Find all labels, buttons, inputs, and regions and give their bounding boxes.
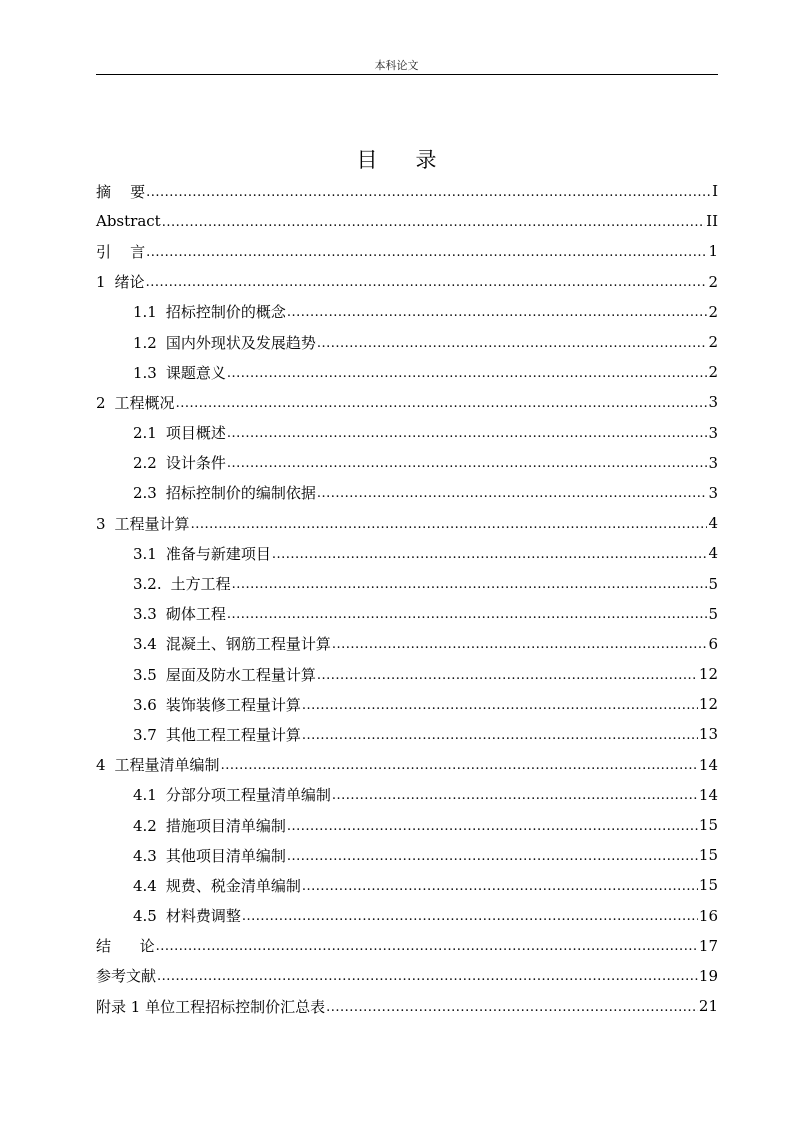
toc-entry-title: 项目概述: [165, 424, 226, 443]
toc-entry-title: 土方工程: [170, 575, 231, 594]
toc-entry-number: 3.1: [133, 544, 157, 563]
toc-entry-label: [133, 603, 226, 624]
toc-entry[interactable]: [96, 599, 718, 629]
toc-entry-page: 15: [698, 846, 718, 865]
toc-entry-label: [96, 181, 145, 202]
toc-entry-label: [96, 935, 155, 956]
dot-leader: [287, 305, 708, 320]
toc-entry-number: 2: [96, 393, 106, 412]
toc-entry-label: [133, 362, 226, 383]
toc-entry-number: 2.2: [133, 454, 157, 473]
toc-entry-page: 16: [698, 906, 718, 925]
toc-entry-page: 5: [708, 574, 718, 593]
toc-entry-title: 附录 1 单位工程招标控制价汇总表: [96, 997, 326, 1016]
dot-leader: [146, 185, 711, 200]
dot-leader: [157, 969, 698, 984]
toc-entry[interactable]: [96, 448, 718, 478]
toc-entry-page: 2: [708, 272, 718, 291]
toc-entry[interactable]: [96, 297, 718, 327]
toc-entry[interactable]: [96, 267, 718, 297]
header-rule: [96, 74, 718, 75]
toc-entry-page: 3: [708, 483, 718, 502]
dot-leader: [146, 275, 708, 290]
toc-entry-title: 参考文献: [96, 967, 157, 986]
toc-entry-number: 2.1: [133, 424, 157, 443]
toc-entry[interactable]: [96, 961, 718, 991]
toc-entry[interactable]: [96, 236, 718, 266]
dot-leader: [176, 396, 708, 411]
toc-entry-page: 5: [708, 604, 718, 623]
toc-entry-title: 其他工程工程量计算: [165, 725, 301, 744]
toc-entry-page: 14: [698, 755, 718, 774]
toc-entry-page: 13: [698, 725, 718, 744]
dot-leader: [227, 366, 708, 381]
toc-entry-number: 1.1: [133, 303, 157, 322]
dot-leader: [317, 668, 698, 683]
toc-entry-page: II: [706, 212, 718, 231]
toc-entry-title: 规费、税金清单编制: [165, 876, 301, 895]
toc-entry-title: 工程概况: [114, 393, 175, 412]
toc-entry[interactable]: [96, 901, 718, 931]
toc-entry-title: 引 言: [96, 242, 146, 261]
toc-entry-title: 招标控制价的编制依据: [165, 484, 316, 503]
toc-entry-label: [96, 513, 190, 534]
toc-entry-label: [133, 301, 286, 322]
toc-entry-label: [96, 241, 145, 262]
toc-entry[interactable]: [96, 387, 718, 417]
toc-entry-page: 19: [698, 966, 718, 985]
toc-entry[interactable]: [96, 840, 718, 870]
toc-entry-number: 4.1: [133, 786, 157, 805]
toc-entry-title: 混凝土、钢筋工程量计算: [165, 635, 331, 654]
toc-entry-title: 摘 要: [96, 182, 146, 201]
toc-entry[interactable]: [96, 478, 718, 508]
dot-leader: [302, 879, 698, 894]
toc-entry[interactable]: [96, 508, 718, 538]
toc-entry-label: [133, 905, 241, 926]
toc-entry-title: 屋面及防水工程量计算: [165, 665, 316, 684]
toc-entry[interactable]: [96, 719, 718, 749]
toc-entry[interactable]: [96, 357, 718, 387]
toc-entry-number: 3.6: [133, 695, 157, 714]
toc-entry[interactable]: [96, 931, 718, 961]
dot-leader: [242, 909, 698, 924]
toc-entry-number: 1.3: [133, 363, 157, 382]
toc-entry-title: 装饰装修工程量计算: [165, 695, 301, 714]
toc-entry[interactable]: [96, 810, 718, 840]
toc-entry[interactable]: [96, 750, 718, 780]
toc-entry[interactable]: [96, 991, 718, 1021]
toc-entry-page: 3: [708, 453, 718, 472]
toc-entry[interactable]: [96, 629, 718, 659]
toc-entry-label: [96, 271, 145, 292]
dot-leader: [227, 607, 708, 622]
toc-entry-number: 4.5: [133, 907, 157, 926]
dot-leader: [162, 215, 705, 230]
toc-entry-page: I: [712, 182, 718, 201]
toc-entry[interactable]: [96, 689, 718, 719]
toc-entry-page: 3: [708, 393, 718, 412]
toc-entry-page: 2: [708, 363, 718, 382]
toc-entry-title: 绪论: [114, 273, 145, 292]
toc-entry-label: [133, 332, 316, 353]
toc-entry-label: [96, 965, 156, 986]
toc-entry-number: 3: [96, 514, 106, 533]
toc-entry-number: 3.4: [133, 635, 157, 654]
toc-entry-label: [96, 212, 161, 230]
toc-entry-label: [133, 482, 316, 503]
toc-entry-label: [133, 543, 271, 564]
toc-entry-label: [96, 996, 325, 1017]
toc-entry-title: 设计条件: [165, 454, 226, 473]
toc-entry-title: 材料费调整: [165, 907, 241, 926]
toc-title: 目录: [356, 148, 475, 172]
dot-leader: [287, 819, 698, 834]
toc-entry-page: 17: [698, 936, 718, 955]
toc-entry-page: 15: [698, 876, 718, 895]
toc-entry-label: [133, 724, 301, 745]
toc-entry-page: 4: [708, 544, 718, 563]
toc-entry-label: [133, 452, 226, 473]
dot-leader: [191, 517, 708, 532]
toc-entry[interactable]: [96, 538, 718, 568]
toc-entry[interactable]: [96, 176, 718, 206]
toc-entry-label: [133, 664, 316, 685]
toc-entry-label: [133, 694, 301, 715]
toc-entry-page: 3: [708, 423, 718, 442]
dot-leader: [232, 577, 708, 592]
toc-entry-page: 15: [698, 816, 718, 835]
toc-entry-label: [133, 422, 226, 443]
dot-leader: [156, 939, 698, 954]
toc-entry-title: 分部分项工程量清单编制: [165, 786, 331, 805]
toc-entry-label: [133, 875, 301, 896]
toc-entry[interactable]: [96, 568, 718, 598]
toc-entry-title: 结 论: [96, 937, 155, 956]
dot-leader: [287, 849, 698, 864]
toc-entry-page: 21: [698, 997, 718, 1016]
toc-entry-number: 2.3: [133, 484, 157, 503]
toc-entry-page: 6: [708, 634, 718, 653]
table-of-contents: [96, 176, 718, 1021]
toc-entry-number: 3.5: [133, 665, 157, 684]
toc-entry[interactable]: [96, 206, 718, 236]
dot-leader: [317, 486, 708, 501]
toc-entry[interactable]: [96, 870, 718, 900]
toc-entry-label: [133, 633, 331, 654]
toc-entry-label: [133, 784, 331, 805]
toc-entry-number: 4.3: [133, 846, 157, 865]
toc-entry-page: 2: [708, 302, 718, 321]
toc-entry-page: 12: [698, 695, 718, 714]
toc-entry-number: 1.2: [133, 333, 157, 352]
toc-entry-page: 4: [708, 514, 718, 533]
toc-entry[interactable]: [96, 418, 718, 448]
toc-entry-number: 4: [96, 756, 106, 775]
toc-entry-title: 课题意义: [165, 363, 226, 382]
toc-entry-label: [96, 754, 220, 775]
toc-entry-number: 4.4: [133, 876, 157, 895]
toc-entry-page: 14: [698, 785, 718, 804]
toc-entry-title: 准备与新建项目: [165, 544, 271, 563]
toc-entry-title: 国内外现状及发展趋势: [165, 333, 316, 352]
toc-entry[interactable]: [96, 780, 718, 810]
toc-entry-label: [133, 815, 286, 836]
dot-leader: [302, 728, 698, 743]
dot-leader: [146, 245, 707, 260]
toc-entry-label: [133, 573, 231, 594]
toc-entry-label: [133, 845, 286, 866]
toc-entry[interactable]: [96, 659, 718, 689]
dot-leader: [326, 1000, 698, 1015]
toc-entry-page: 1: [708, 242, 718, 261]
toc-entry-number: 3.2.: [133, 575, 162, 594]
dot-leader: [272, 547, 708, 562]
toc-entry-title: 工程量清单编制: [114, 756, 220, 775]
dot-leader: [227, 426, 708, 441]
toc-entry-label: [96, 392, 175, 413]
toc-entry-title: 招标控制价的概念: [165, 303, 286, 322]
toc-entry-title: 砌体工程: [165, 605, 226, 624]
dot-leader: [221, 758, 698, 773]
dot-leader: [332, 788, 698, 803]
toc-entry-page: 12: [698, 665, 718, 684]
toc-entry-number: 4.2: [133, 816, 157, 835]
dot-leader: [317, 336, 708, 351]
toc-entry-title: 工程量计算: [114, 514, 190, 533]
toc-entry-number: 1: [96, 273, 106, 292]
running-header: 本科论文: [374, 59, 419, 72]
toc-entry-title: 措施项目清单编制: [165, 816, 286, 835]
toc-entry-number: 3.7: [133, 725, 157, 744]
dot-leader: [332, 637, 708, 652]
toc-entry[interactable]: [96, 327, 718, 357]
toc-entry-number: 3.3: [133, 605, 157, 624]
toc-entry-page: 2: [708, 333, 718, 352]
dot-leader: [227, 456, 708, 471]
toc-entry-title: 其他项目清单编制: [165, 846, 286, 865]
toc-entry-title: Abstract: [96, 212, 161, 231]
dot-leader: [302, 698, 698, 713]
